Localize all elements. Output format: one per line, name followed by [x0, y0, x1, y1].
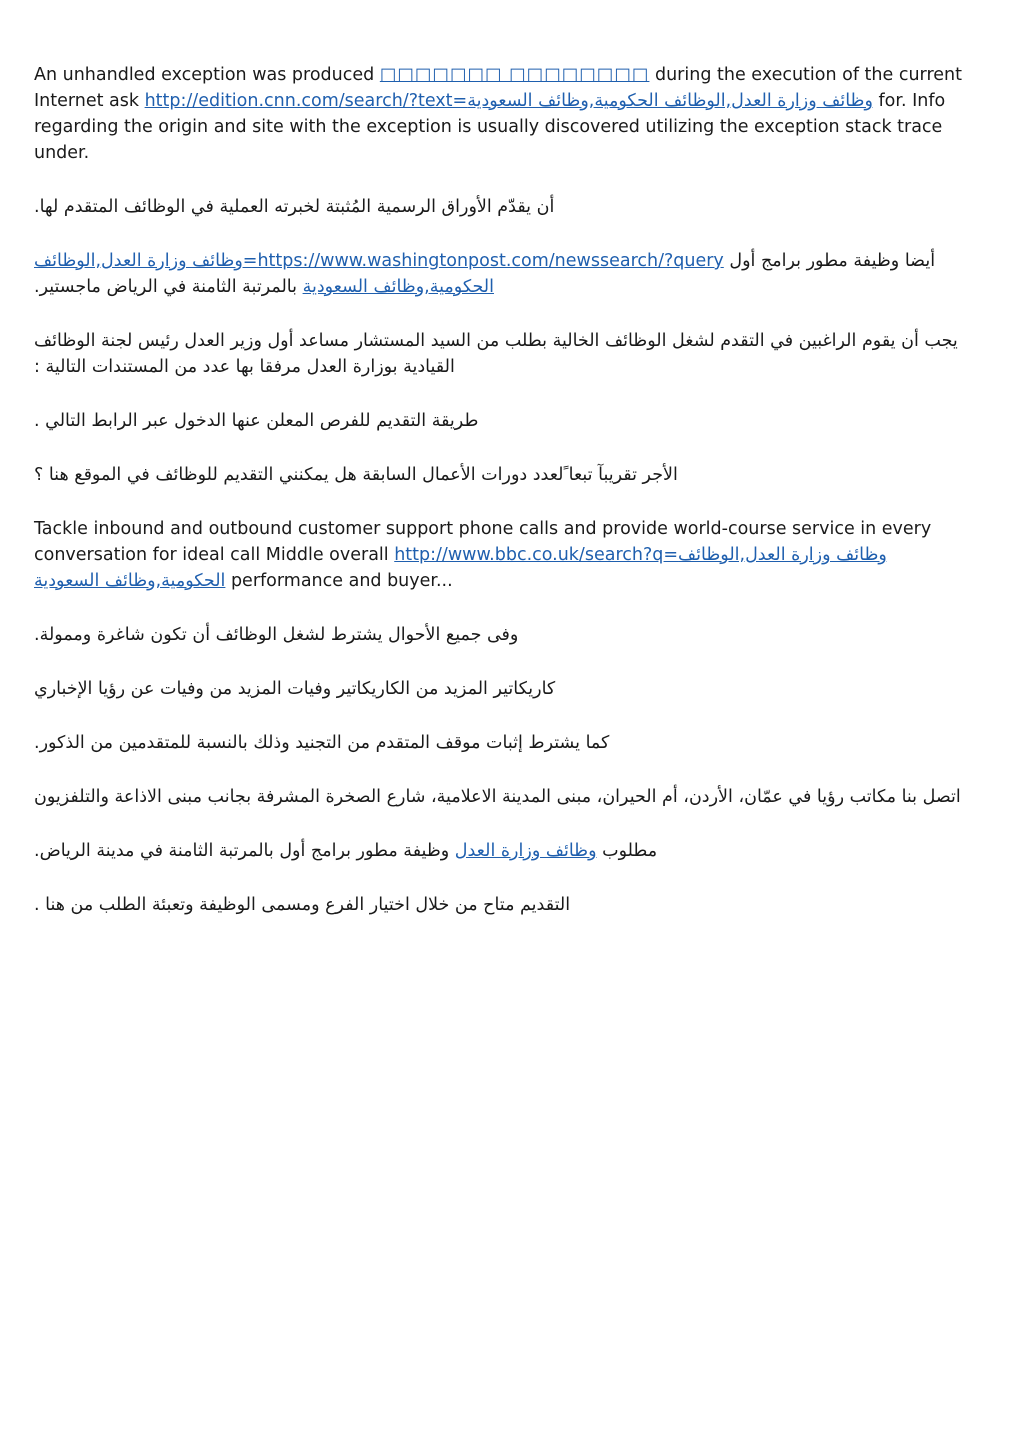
paragraph-contact: اتصل بنا مكاتب رؤيا في عمّان، الأردن، أم الحيران، مبنى المدينة الاعلامية، شارع الصخرة المشرفة بجانب مبنى الاذاعة والتلفزيون [34, 787, 961, 807]
paragraph-text: بالمرتبة الثامنة في الرياض ماجستير. [34, 277, 303, 297]
paragraph-text: وظيفة مطور برامج أول بالمرتبة الثامنة في مدينة الرياض. [34, 841, 455, 861]
paragraph-text: مطلوب [596, 841, 658, 861]
paragraph-customer-support [34, 516, 974, 594]
paragraph-developer-job [34, 248, 974, 300]
exception-paragraph [34, 62, 974, 166]
bbc-search-link[interactable]: http://www.bbc.co.uk/search?q=وظائف وزارة العدل,الوظائف الحكومية,وظائف السعودية [34, 545, 887, 591]
paragraph-text: for. Info regarding the origin and site with the exception is usually discovered utilizing the exception stack trace under. [34, 91, 946, 163]
paragraph-text: An unhandled exception was produced [34, 65, 380, 85]
document-body [34, 62, 974, 946]
paragraph-text: Tackle inbound and outbound customer support phone calls and provide world-course service in every conversation for ideal call Middle overall [34, 519, 932, 565]
paragraph-caricature: كاريكاتير المزيد من الكاريكاتير وفيات المزيد من وفيات عن رؤيا الإخباري [34, 679, 556, 699]
paragraph-text: during the execution of the current Internet ask [34, 65, 962, 111]
paragraph-documents: أن يقدّم الأوراق الرسمية المُثبتة لخبرته العملية في الوظائف المتقدم لها. [34, 197, 555, 217]
paragraph-apply-method: طريقة التقديم للفرص المعلن عنها الدخول عبر الرابط التالي . [34, 411, 479, 431]
ministry-jobs-link[interactable]: وظائف وزارة العدل [454, 841, 597, 861]
paragraph-requirements: يجب أن يقوم الراغبين في التقدم لشغل الوظائف الخالية بطلب من السيد المستشار مساعد أول وزير العدل رئيس لجنة الوظائف القيادية بوزارة العدل مرفقا بها عدد من المستندات التالية : [34, 331, 958, 377]
paragraph-text: أيضا وظيفة مطور برامج أول [723, 251, 936, 271]
exception-link[interactable]: □□□□□□□ □□□□□□□□ [379, 65, 650, 85]
paragraph-salary: الأجر تقريبآ تبعا ًلعدد دورات الأعمال السابقة هل يمكنني التقديم للوظائف في الموقع هنا ؟ [34, 465, 678, 485]
paragraph-application-available: التقديم متاح من خلال اختيار الفرع ومسمى الوظيفة وتعبئة الطلب من هنا . [34, 895, 571, 915]
paragraph-conditions: وفى جميع الأحوال يشترط لشغل الوظائف أن تكون شاغرة وممولة. [34, 625, 519, 645]
cnn-search-link[interactable]: http://edition.cnn.com/search/?text=وظائف وزارة العدل,الوظائف الحكومية,وظائف السعودية [144, 91, 873, 111]
paragraph-text: performance and buyer... [225, 571, 453, 591]
washingtonpost-search-link[interactable]: https://www.washingtonpost.com/newssearch/?query=وظائف وزارة العدل,الوظائف الحكومية,وظائف السعودية [34, 251, 724, 297]
paragraph-wanted [34, 838, 974, 864]
paragraph-military-service: كما يشترط إثبات موقف المتقدم من التجنيد وذلك بالنسبة للمتقدمين من الذكور. [34, 733, 610, 753]
